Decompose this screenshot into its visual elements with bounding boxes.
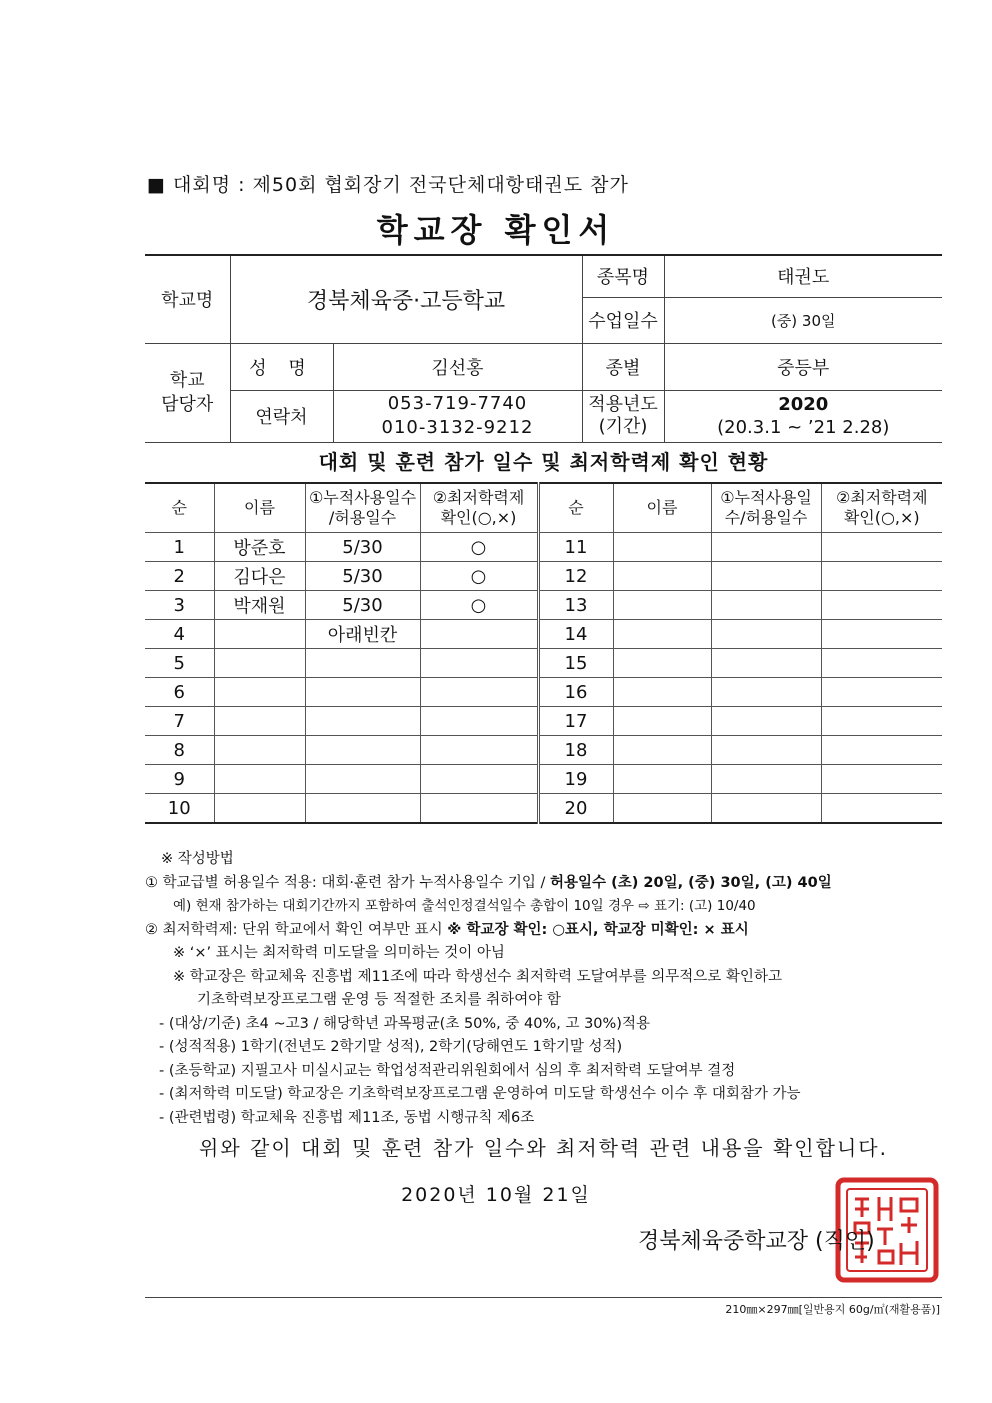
row-days: 아래빈칸: [305, 620, 420, 649]
header-check-left-2: 확인(○,×): [440, 508, 517, 527]
row-check-right: [821, 533, 942, 562]
header-check-right-2: 확인(○,×): [843, 508, 920, 527]
row-check: [420, 707, 538, 736]
school-info-table: [145, 254, 942, 443]
table-row: [145, 649, 942, 678]
row-days-right: [711, 649, 821, 678]
row-days-right: [711, 765, 821, 794]
header-days-right-1: ①누적사용일: [720, 488, 812, 507]
school-value: 경북체육중·고등학교: [230, 255, 582, 343]
days-label: 수업일수: [582, 297, 664, 343]
row-check: [420, 736, 538, 765]
row-no-right: 17: [538, 707, 613, 736]
row-name: [214, 649, 305, 678]
row-name-right: [613, 794, 711, 824]
row-no: 4: [145, 620, 214, 649]
header-check-right-1: ②최저학력제: [835, 488, 928, 507]
row-check: [420, 794, 538, 824]
header-days-right-2: 수/허용일수: [724, 508, 808, 527]
event-label: 종목명: [582, 255, 664, 297]
note-7: - (대상/기준) 초4 ~고3 / 해당학년 과목평균(초 50%, 중 40%, 고 30%)적용: [159, 1015, 650, 1032]
note-10: - (최저학력 미도달) 학교장은 기초학력보장프로그램 운영하여 미도달 학생선수 이수 후 대회참가 가능: [159, 1086, 801, 1102]
row-name: [214, 620, 305, 649]
row-name-right: [613, 562, 711, 591]
name-label: 성 명: [230, 343, 333, 390]
document-title: 학교장 확인서: [376, 211, 616, 249]
row-name-right: [613, 678, 711, 707]
row-no-right: 19: [538, 765, 613, 794]
status-title: 대회 및 훈련 참가 일수 및 최저학력제 확인 현황: [318, 450, 769, 474]
row-name-right: [613, 620, 711, 649]
row-name: 김다은: [214, 562, 305, 591]
row-no: 9: [145, 765, 214, 794]
event-value: 태권도: [664, 255, 942, 297]
row-name: [214, 678, 305, 707]
header-name-right: 이름: [613, 483, 711, 533]
row-name: [214, 707, 305, 736]
row-no-right: 14: [538, 620, 613, 649]
contact-phone-1: 053-719-7740: [387, 393, 528, 414]
period-value: (20.3.1 ~ ’21 2.28): [717, 417, 890, 438]
row-no: 6: [145, 678, 214, 707]
row-days-right: [711, 620, 821, 649]
row-days-right: [711, 591, 821, 620]
period-label: (기간): [598, 416, 648, 437]
instructions: [145, 848, 945, 1130]
contest-name: ■ 대회명 : 제50회 협회장기 전국단체대항태권도 참가: [147, 174, 629, 196]
table-row: [145, 736, 942, 765]
row-name-right: [613, 591, 711, 620]
row-days-right: [711, 678, 821, 707]
row-check-right: [821, 591, 942, 620]
row-days: [305, 707, 420, 736]
confirm-statement: 위와 같이 대회 및 훈련 참가 일수와 최저학력 관련 내용을 확인합니다.: [199, 1136, 888, 1160]
name-value: 김선홍: [333, 343, 582, 390]
row-name-right: [613, 765, 711, 794]
row-no-right: 12: [538, 562, 613, 591]
row-days: [305, 678, 420, 707]
row-days-right: [711, 533, 821, 562]
row-name: 박재원: [214, 591, 305, 620]
row-check-right: [821, 620, 942, 649]
row-no-right: 18: [538, 736, 613, 765]
days-value: (중) 30일: [664, 297, 942, 343]
row-no: 2: [145, 562, 214, 591]
note-2: 예) 현재 참가하는 대회기간까지 포함하여 출석인정결석일수 총합이 10일 경우 ⇨ 표기: (고) 10/40: [173, 898, 756, 914]
row-days-right: [711, 736, 821, 765]
table-row: [145, 765, 942, 794]
table-row: [145, 707, 942, 736]
table-row: [145, 620, 942, 649]
row-no: 10: [145, 794, 214, 824]
note-3-bold: ※ 학교장 확인: ○표시, 학교장 미확인: × 표시: [447, 921, 749, 938]
row-no: 8: [145, 736, 214, 765]
row-no-right: 11: [538, 533, 613, 562]
table-row: [145, 591, 942, 620]
note-9: - (초등학교) 지필고사 미실시교는 학업성적관리위원회에서 심의 후 최저학력 도달여부 결정: [159, 1062, 736, 1079]
row-days: [305, 794, 420, 824]
table-row: [145, 678, 942, 707]
note-3: [145, 919, 945, 943]
row-no: 7: [145, 707, 214, 736]
row-check: ○: [420, 533, 538, 562]
row-no-right: 20: [538, 794, 613, 824]
row-check: ○: [420, 562, 538, 591]
row-check: [420, 678, 538, 707]
table-row: [145, 794, 942, 824]
note-3-text: ② 최저학력제: 단위 학교에서 확인 여부만 표시: [145, 921, 448, 938]
division-value: 중등부: [664, 343, 942, 390]
school-label: 학교명: [145, 255, 230, 343]
row-check-right: [821, 765, 942, 794]
row-check: ○: [420, 591, 538, 620]
row-days-right: [711, 794, 821, 824]
note-1: [145, 872, 945, 896]
row-no-right: 16: [538, 678, 613, 707]
row-check: [420, 649, 538, 678]
row-check-right: [821, 736, 942, 765]
header-days-left-2: /허용일수: [328, 508, 397, 527]
row-days: [305, 736, 420, 765]
row-name-right: [613, 707, 711, 736]
row-days-right: [711, 562, 821, 591]
footer-divider: [145, 1297, 942, 1298]
row-check-right: [821, 678, 942, 707]
header-check-left-1: ②최저학력제: [432, 488, 525, 507]
row-days: [305, 765, 420, 794]
row-days: 5/30: [305, 591, 420, 620]
note-heading: ※ 작성방법: [161, 851, 234, 867]
note-5: ※ 학교장은 학교체육 진흥법 제11조에 따라 학생선수 최저학력 도달여부를 의무적으로 확인하고: [173, 968, 782, 985]
table-row: [145, 533, 942, 562]
row-days: 5/30: [305, 562, 420, 591]
row-no: 3: [145, 591, 214, 620]
paper-spec: 210㎜×297㎜[일반용지 60g/㎡(재활용품)]: [725, 1303, 940, 1316]
row-no: 1: [145, 533, 214, 562]
note-1-text: ① 학교급별 허용일수 적용: 대회·훈련 참가 누적사용일수 기입 /: [145, 874, 551, 891]
contact-label: 연락처: [230, 390, 333, 442]
row-name-right: [613, 533, 711, 562]
row-name: 방준호: [214, 533, 305, 562]
contact-phone-2: 010-3132-9212: [381, 417, 534, 438]
row-check: [420, 765, 538, 794]
manager-label: 학교 담당자: [145, 343, 230, 442]
participation-table: [145, 482, 942, 824]
year-value: 2020: [778, 394, 829, 415]
row-name: [214, 765, 305, 794]
note-1-bold: 허용일수 (초) 20일, (중) 30일, (고) 40일: [550, 874, 832, 891]
row-days-right: [711, 707, 821, 736]
note-4: ※ ‘×’ 표시는 최저학력 미도달을 의미하는 것이 아님: [173, 945, 505, 961]
year-label: 적용년도: [588, 394, 658, 415]
row-name: [214, 794, 305, 824]
row-no-right: 13: [538, 591, 613, 620]
division-label: 종별: [582, 343, 664, 390]
header-name-left: 이름: [214, 483, 305, 533]
row-check-right: [821, 794, 942, 824]
row-no-right: 15: [538, 649, 613, 678]
note-11: - (관련법령) 학교체육 진흥법 제11조, 동법 시행규칙 제6조: [159, 1109, 535, 1126]
row-check: [420, 620, 538, 649]
header-days-left-1: ①누적사용일수: [308, 488, 417, 507]
header-no-right: 순: [538, 483, 613, 533]
signer-name: 경북체육중학교장 (직인): [638, 1229, 875, 1254]
row-check-right: [821, 707, 942, 736]
header-no-left: 순: [145, 483, 214, 533]
row-check-right: [821, 649, 942, 678]
row-name-right: [613, 736, 711, 765]
row-check-right: [821, 562, 942, 591]
row-no: 5: [145, 649, 214, 678]
issue-date: 2020년 10월 21일: [401, 1184, 591, 1206]
note-8: - (성적적용) 1학기(전년도 2학기말 성적), 2학기(당해연도 1학기말 성적): [159, 1039, 623, 1055]
row-days: [305, 649, 420, 678]
row-days: 5/30: [305, 533, 420, 562]
note-6: 기초학력보장프로그램 운영 등 적절한 조치를 취하여야 함: [197, 992, 561, 1008]
row-name-right: [613, 649, 711, 678]
row-name: [214, 736, 305, 765]
table-row: [145, 562, 942, 591]
